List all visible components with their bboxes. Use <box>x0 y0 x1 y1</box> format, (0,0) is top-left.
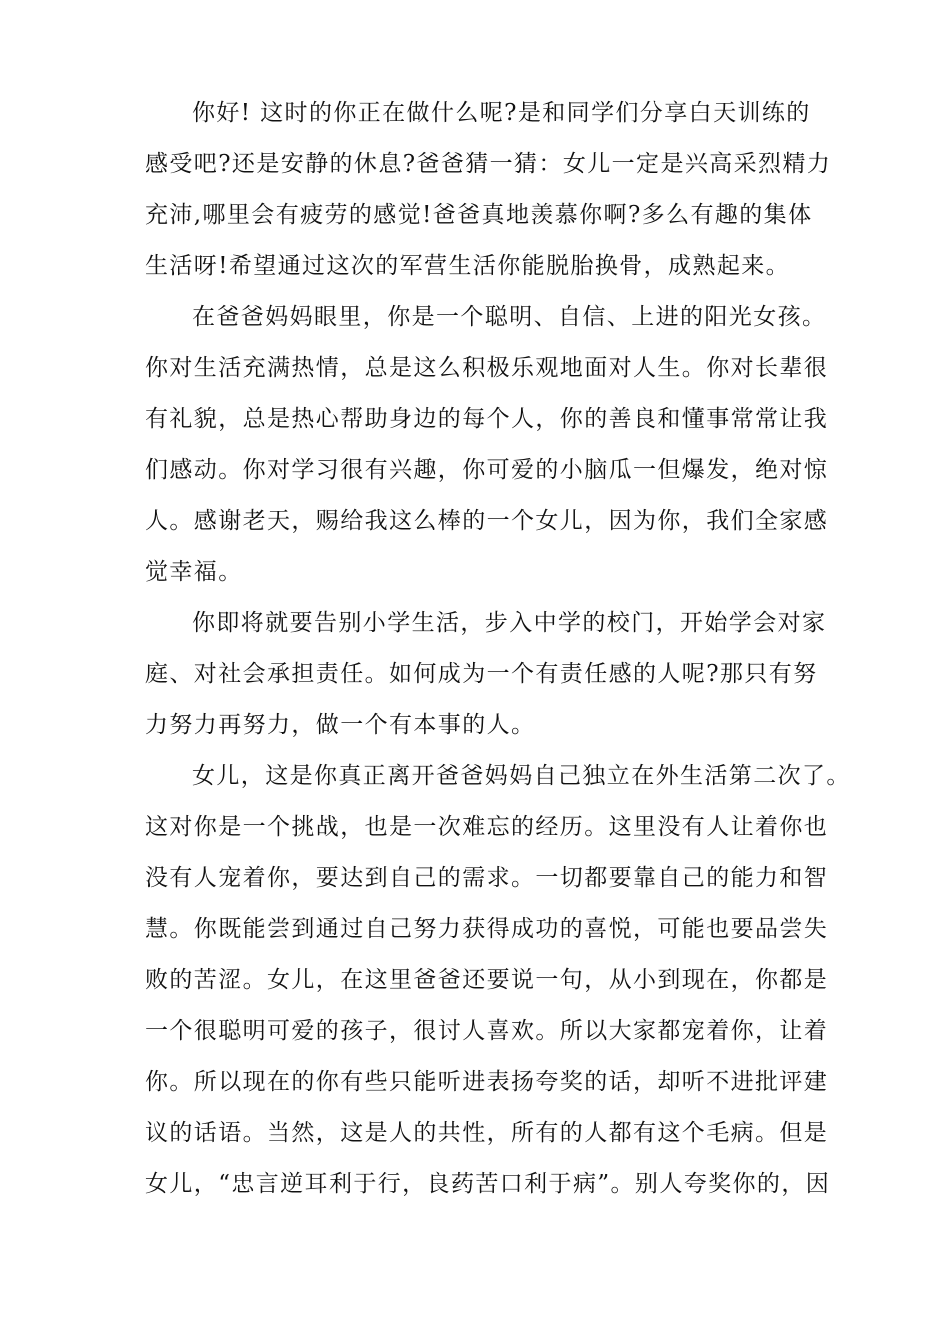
text-line: 你即将就要告别小学生活，步入中学的校门，开始学会对家 <box>192 610 827 636</box>
document-body <box>145 88 851 1210</box>
text-line: 这对你是一个挑战，也是一次难忘的经历。这里没有人让着你也 <box>145 814 829 840</box>
text-line: 议的话语。当然，这是人的共性，所有的人都有这个毛病。但是 <box>145 1120 829 1146</box>
text-line: 生活呀!希望通过这次的军营生活你能脱胎换骨，成熟起来。 <box>145 253 791 279</box>
text-line: 们感动。你对学习很有兴趣，你可爱的小脑瓜一但爆发，绝对惊 <box>145 457 829 483</box>
text-line: 没有人宠着你，要达到自己的需求。一切都要靠自己的能力和智 <box>145 865 829 891</box>
text-line: 觉幸福。 <box>145 559 243 585</box>
text-line: 一个很聪明可爱的孩子，很讨人喜欢。所以大家都宠着你，让着 <box>145 1018 829 1044</box>
text-line: 充沛,哪里会有疲劳的感觉!爸爸真地羡慕你啊?多么有趣的集体 <box>145 202 813 228</box>
text-line: 庭、对社会承担责任。如何成为一个有责任感的人呢?那只有努 <box>145 661 818 687</box>
text-line: 慧。你既能尝到通过自己努力获得成功的喜悦，可能也要品尝失 <box>145 916 829 942</box>
text-line: 感受吧?还是安静的休息?爸爸猜一猜：女儿一定是兴高采烈精力 <box>145 151 832 177</box>
text-line: 有礼貌，总是热心帮助身边的每个人，你的善良和懂事常常让我 <box>145 406 829 432</box>
text-line: 败的苦涩。女儿，在这里爸爸还要说一句，从小到现在，你都是 <box>145 967 829 993</box>
text-line: 女儿，“忠言逆耳利于行，良药苦口利于病”。别人夸奖你的，因 <box>145 1171 831 1197</box>
text-line: 女儿，这是你真正离开爸爸妈妈自己独立在外生活第二次了。 <box>192 763 851 789</box>
text-line: 在爸爸妈妈眼里，你是一个聪明、自信、上进的阳光女孩。 <box>192 304 827 330</box>
paragraph-1 <box>145 88 832 292</box>
text-line: 你好! 这时的你正在做什么呢?是和同学们分享白天训练的 <box>192 100 811 126</box>
paragraph-3 <box>145 598 825 751</box>
text-line: 你。所以现在的你有些只能听进表扬夸奖的话，却听不进批评建 <box>145 1069 829 1095</box>
paragraph-4 <box>145 751 851 1210</box>
text-line: 你对生活充满热情，总是这么积极乐观地面对人生。你对长辈很 <box>145 355 829 381</box>
text-line: 力努力再努力，做一个有本事的人。 <box>145 712 536 738</box>
paragraph-2 <box>145 292 829 598</box>
text-line: 人。感谢老天，赐给我这么棒的一个女儿，因为你，我们全家感 <box>145 508 829 534</box>
